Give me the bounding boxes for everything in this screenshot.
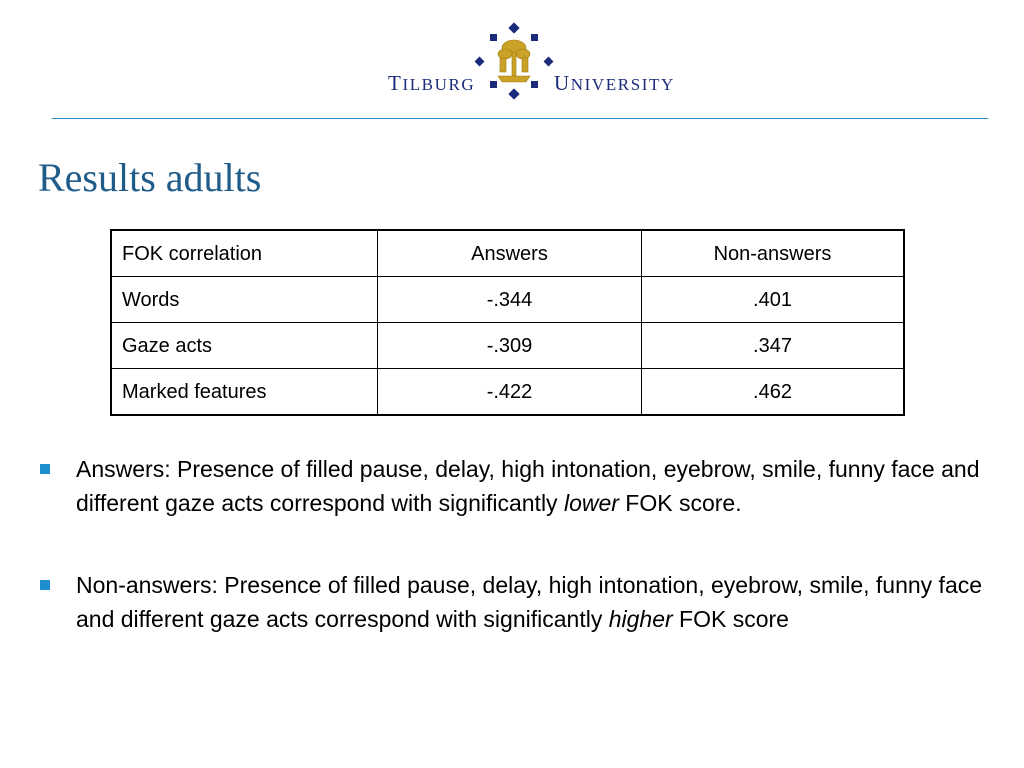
logo-word-tilburg: TILBURG [388, 71, 476, 95]
table-row [111, 277, 904, 323]
table-cell: .347 [642, 323, 905, 369]
bullet-emphasis: lower [563, 490, 619, 516]
table-header-cell: Non-answers [642, 230, 905, 277]
bullet-text: Answers: Presence of filled pause, delay, high intonation, eyebrow, smile, funny face and different gaze acts correspond with significantly [76, 456, 980, 516]
bullet-emphasis: higher [608, 606, 673, 632]
table-cell: -.344 [378, 277, 642, 323]
bullet-list [36, 452, 996, 684]
results-table-body [111, 230, 904, 415]
table-cell: .401 [642, 277, 905, 323]
table-cell: -.422 [378, 369, 642, 416]
university-logo [380, 22, 675, 100]
table-header-cell: FOK correlation [111, 230, 378, 277]
table-row [111, 369, 904, 416]
bullet-square-icon [40, 464, 50, 474]
bullet-item-non-answers [36, 568, 996, 636]
logo-word-university: UNIVERSITY [554, 71, 675, 95]
table-cell: -.309 [378, 323, 642, 369]
results-table [110, 229, 905, 416]
slide-title: Results adults [38, 155, 262, 200]
bullet-square-icon [40, 580, 50, 590]
table-cell: Gaze acts [111, 323, 378, 369]
bullet-text-end: FOK score [672, 606, 789, 632]
bullet-text: Non-answers: Presence of filled pause, delay, high intonation, eyebrow, smile, funny face and different gaze acts correspond with significantly [76, 572, 983, 632]
bullet-text-end: FOK score. [618, 490, 742, 516]
table-row [111, 323, 904, 369]
tilburg-emblem-icon [474, 22, 554, 100]
table-header-cell: Answers [378, 230, 642, 277]
bullet-item-answers [36, 452, 996, 520]
table-header-row [111, 230, 904, 277]
table-cell: Words [111, 277, 378, 323]
table-cell: Marked features [111, 369, 378, 416]
header-divider [52, 118, 988, 119]
table-cell: .462 [642, 369, 905, 416]
